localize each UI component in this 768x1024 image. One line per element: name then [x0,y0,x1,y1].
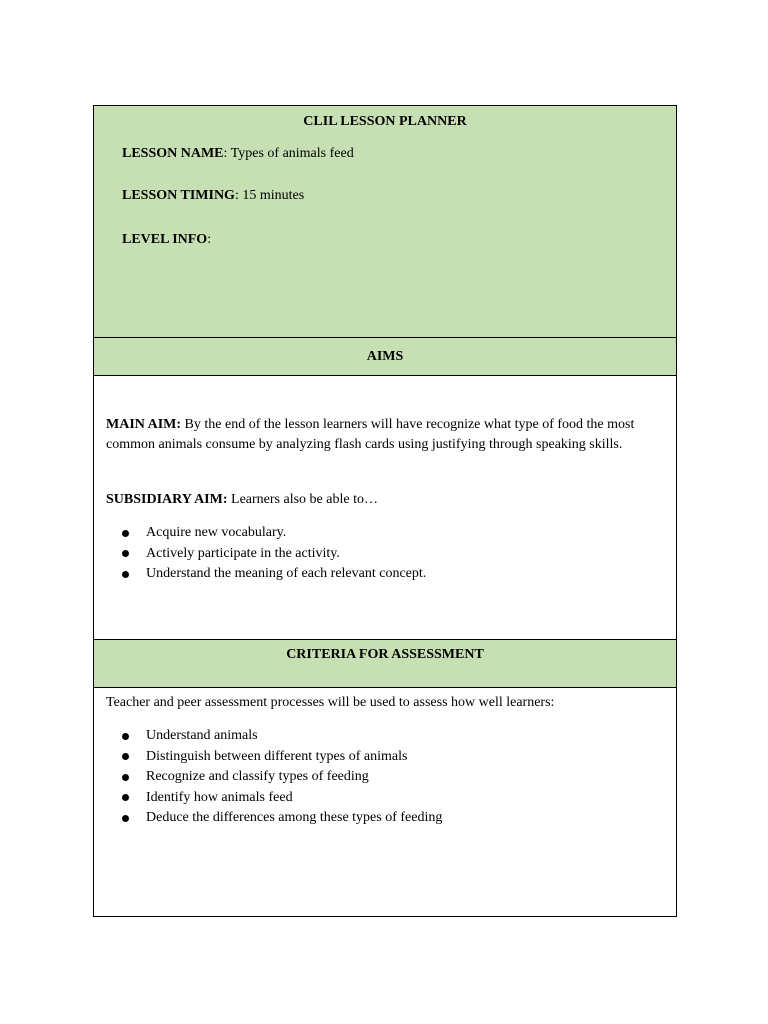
bullet-icon [122,753,129,760]
lesson-timing-line [122,188,304,204]
main-aim-text: By the end of the lesson learners will have recognize what type of food the most common animals consume by analyzing flash cards using justifying through speaking skills. [106,417,635,452]
bullet-icon [122,815,129,822]
level-info-label: LEVEL INFO [122,232,208,247]
assessment-intro: Teacher and peer assessment processes will be used to assess how well learners: [106,695,555,710]
main-aim-label: MAIN AIM: [106,417,182,432]
assessment-header-section [94,640,676,688]
aims-heading: AIMS [366,348,404,364]
bullet-icon [122,571,129,578]
assessment-heading: CRITERIA FOR ASSESSMENT [286,647,484,662]
lesson-planner-table [93,105,677,917]
aims-header-section [94,338,676,376]
list-item: Actively participate in the activity. [122,544,426,565]
list-item: Deduce the differences among these types of feeding [122,808,442,829]
level-info-line [122,232,211,248]
subsidiary-aim-text: Learners also be able to… [227,492,378,507]
lesson-timing-value: : 15 minutes [234,188,305,203]
planner-header-section [94,106,676,338]
aims-body-section [94,376,676,640]
subsidiary-aim-paragraph [106,490,666,510]
list-item: Distinguish between different types of animals [122,747,442,768]
list-item: Acquire new vocabulary. [122,523,426,544]
lesson-timing-label: LESSON TIMING [122,188,235,203]
list-item: Identify how animals feed [122,788,442,809]
bullet-icon [122,550,129,557]
lesson-name-value: : Types of animals feed [223,146,354,161]
assessment-list [122,726,442,829]
bullet-icon [122,530,129,537]
subsidiary-aim-label: SUBSIDIARY AIM: [106,492,228,507]
planner-title: CLIL LESSON PLANNER [303,114,467,129]
main-aim-paragraph [106,415,666,455]
level-info-value: : [207,232,212,247]
list-item: Recognize and classify types of feeding [122,767,442,788]
aims-list [122,523,426,585]
lesson-name-line [122,146,354,162]
bullet-icon [122,774,129,781]
list-item: Understand animals [122,726,442,747]
list-item: Understand the meaning of each relevant concept. [122,564,426,585]
bullet-icon [122,794,129,801]
bullet-icon [122,733,129,740]
assessment-body-section [94,688,676,916]
lesson-name-label: LESSON NAME [122,146,224,161]
